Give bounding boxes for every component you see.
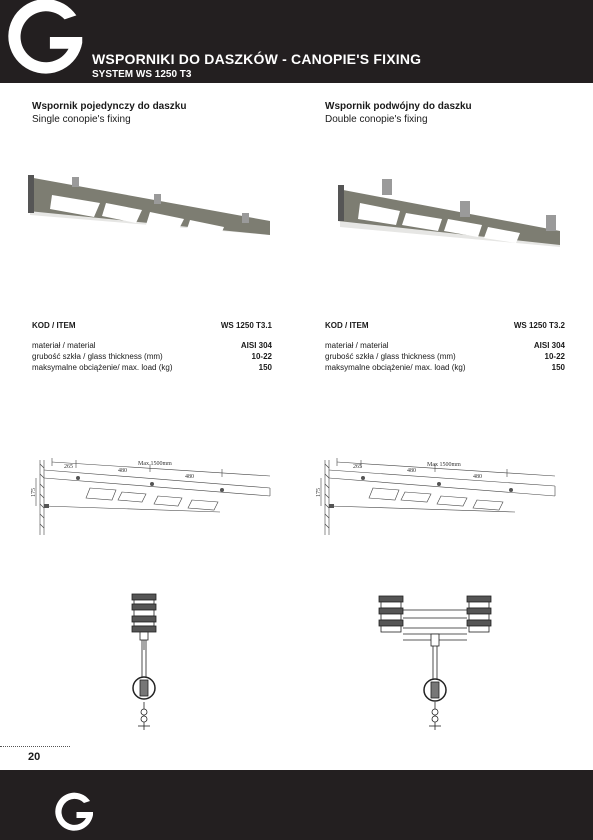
spec-row <box>32 351 272 362</box>
code-value: WS 1250 T3.1 <box>220 321 272 330</box>
front-view-double <box>375 590 495 735</box>
technical-drawing-single <box>30 450 280 545</box>
spec-value: 10-22 <box>544 352 565 361</box>
page-subtitle: SYSTEM WS 1250 T3 <box>92 69 192 80</box>
product-double <box>325 100 575 126</box>
brand-logo-g-footer <box>49 786 99 836</box>
technical-drawing-double <box>315 450 565 545</box>
code-label: KOD / ITEM <box>32 321 76 330</box>
dim-third-span: 480 <box>185 474 194 480</box>
page-title: WSPORNIKI DO DASZKÓW - CANOPIE'S FIXING <box>92 51 422 67</box>
spec-value: AISI 304 <box>240 341 272 350</box>
page-number: 20 <box>28 751 41 763</box>
spec-code-row <box>325 320 565 331</box>
product-title-pl: Wspornik pojedynczy do daszku <box>32 101 187 112</box>
dim-first-span: 265 <box>353 464 362 470</box>
dim-first-span: 265 <box>64 464 73 470</box>
product-photo-single <box>22 165 272 285</box>
spec-label: grubość szkła / glass thickness (mm) <box>32 352 163 361</box>
spec-label: materiał / material <box>325 341 389 350</box>
dim-second-span: 480 <box>118 468 127 474</box>
product-title-en: Single conopie's fixing <box>32 114 131 125</box>
dim-second-span: 480 <box>407 468 416 474</box>
spec-label: grubość szkła / glass thickness (mm) <box>325 352 456 361</box>
spec-row <box>32 362 272 373</box>
code-label: KOD / ITEM <box>325 321 369 330</box>
dim-max-length: Max 1500mm <box>427 462 461 468</box>
spec-code-row <box>32 320 272 331</box>
front-view-single <box>118 590 174 735</box>
spec-row <box>325 351 565 362</box>
spec-row <box>325 362 565 373</box>
spec-label: maksymalne obciążenie/ max. load (kg) <box>325 363 466 372</box>
dim-third-span: 480 <box>473 474 482 480</box>
product-single <box>32 100 282 126</box>
page-header <box>0 0 593 83</box>
page-number-divider <box>0 746 70 747</box>
product-title-en: Double conopie's fixing <box>325 114 428 125</box>
spec-table-double <box>325 320 565 373</box>
spec-value: 150 <box>551 363 565 372</box>
brand-logo-g <box>0 0 94 83</box>
spec-table-single <box>32 320 272 373</box>
spec-value: 10-22 <box>251 352 272 361</box>
dim-height: 175 <box>31 488 37 497</box>
spec-label: maksymalne obciążenie/ max. load (kg) <box>32 363 173 372</box>
spec-row <box>32 340 272 351</box>
spec-label: materiał / material <box>32 341 96 350</box>
product-title-pl: Wspornik podwójny do daszku <box>325 101 472 112</box>
code-value: WS 1250 T3.2 <box>513 321 565 330</box>
spec-value: AISI 304 <box>533 341 565 350</box>
page-footer <box>0 770 593 840</box>
product-photo-double <box>330 175 580 295</box>
spec-value: 150 <box>258 363 272 372</box>
dim-max-length: Max 1500mm <box>138 461 172 467</box>
spec-row <box>325 340 565 351</box>
dim-height: 175 <box>316 488 322 497</box>
